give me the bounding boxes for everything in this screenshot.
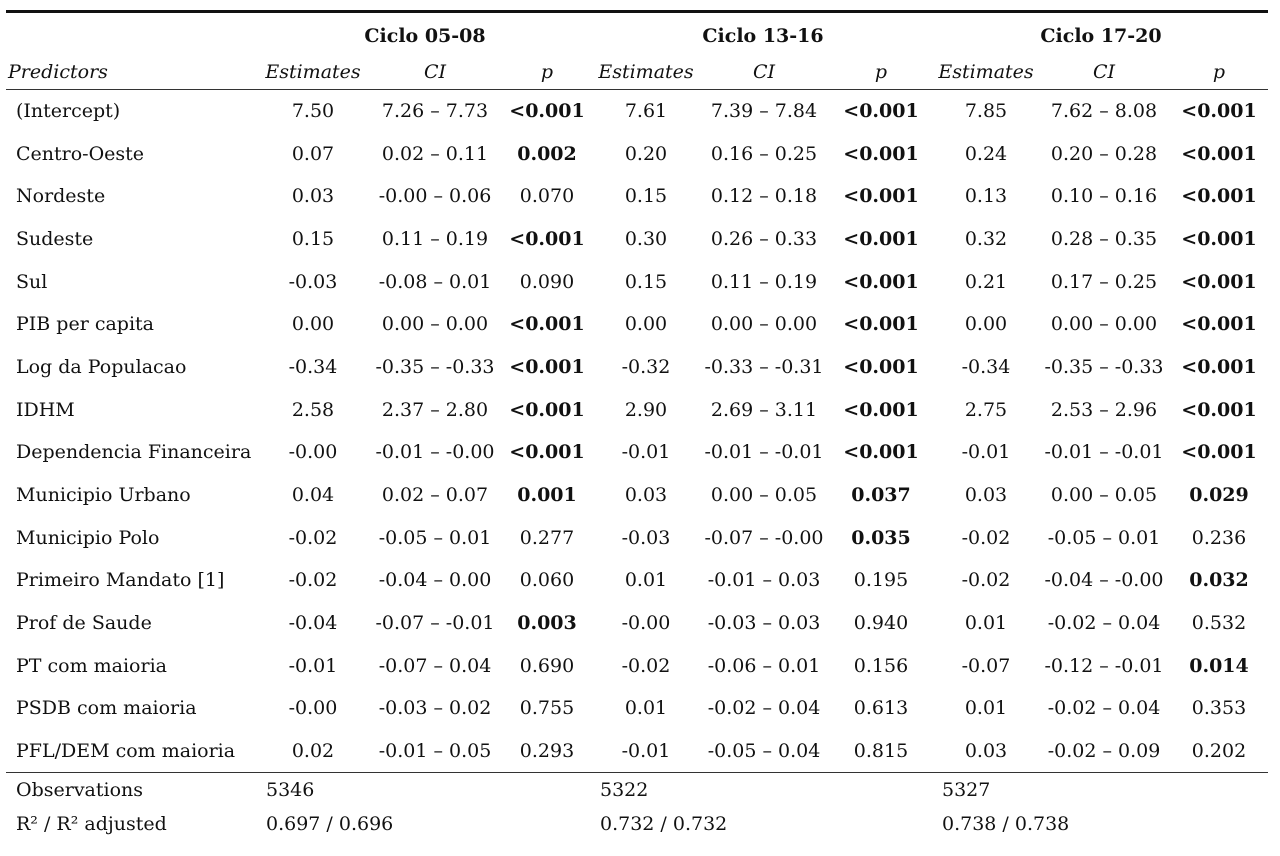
ci-cell: -0.01 – -0.00 [375, 441, 495, 464]
observations-value: 5346 [258, 773, 592, 807]
ci-cell: 0.00 – 0.05 [1050, 484, 1158, 507]
p-value-cell: 0.037 [851, 484, 911, 507]
ci-cell: 0.10 – 0.16 [1050, 185, 1158, 208]
ci-cell: 7.39 – 7.84 [710, 100, 818, 123]
p-value-cell: 0.070 [519, 185, 575, 208]
ci-header: CI [1038, 56, 1170, 90]
ci-cell: -0.04 – 0.00 [378, 569, 492, 592]
estimate-cell: -0.03 [621, 526, 671, 549]
table-row [6, 260, 1268, 303]
estimate-cell: -0.02 [961, 569, 1011, 592]
estimate-cell: 0.24 [964, 142, 1008, 165]
predictor-name: Prof de Saude [16, 612, 152, 635]
ci-cell: 0.02 – 0.11 [381, 142, 489, 165]
ci-cell: -0.00 – 0.06 [378, 185, 492, 208]
table-row [6, 388, 1268, 431]
predictor-name: Primeiro Mandato [1] [16, 569, 225, 592]
ci-cell: 2.53 – 2.96 [1050, 398, 1158, 421]
estimates-header: Estimates [934, 56, 1038, 90]
p-value-cell: 0.003 [517, 612, 577, 635]
ci-cell: -0.05 – 0.04 [707, 739, 821, 762]
predictor-name: Sudeste [16, 227, 94, 250]
estimate-cell: 2.58 [291, 398, 335, 421]
ci-cell: -0.05 – 0.01 [1047, 526, 1161, 549]
p-value-cell: 0.940 [853, 612, 909, 635]
estimate-cell: 7.50 [291, 100, 335, 123]
p-value-cell: <0.001 [509, 227, 585, 250]
ci-cell: -0.04 – -0.00 [1044, 569, 1164, 592]
estimate-cell: 2.90 [624, 398, 668, 421]
ci-cell: 0.26 – 0.33 [710, 227, 818, 250]
estimate-cell: 0.03 [291, 185, 335, 208]
estimate-cell: 0.01 [624, 569, 668, 592]
estimate-cell: 0.01 [964, 697, 1008, 720]
ci-cell: -0.03 – 0.02 [378, 697, 492, 720]
table-row [6, 687, 1268, 730]
estimates-header: Estimates [592, 56, 700, 90]
group-header-ciclo-05-08: Ciclo 05-08 [258, 12, 592, 56]
ci-cell: -0.05 – 0.01 [378, 526, 492, 549]
p-header: p [1170, 56, 1268, 90]
ci-cell: 0.28 – 0.35 [1050, 227, 1158, 250]
ci-cell: -0.01 – 0.05 [378, 739, 492, 762]
p-value-cell: 0.156 [853, 654, 909, 677]
p-value-cell: 0.090 [519, 270, 575, 293]
estimate-cell: -0.01 [288, 654, 338, 677]
ci-cell: 0.00 – 0.05 [710, 484, 818, 507]
p-value-cell: <0.001 [1181, 313, 1257, 336]
predictor-name: PSDB com maioria [16, 697, 197, 720]
p-value-cell: 0.195 [853, 569, 909, 592]
estimate-cell: -0.03 [288, 270, 338, 293]
p-value-cell: 0.690 [519, 654, 575, 677]
ci-cell: 0.17 – 0.25 [1050, 270, 1158, 293]
p-value-cell: <0.001 [843, 142, 919, 165]
estimate-cell: 0.32 [964, 227, 1008, 250]
estimate-cell: -0.00 [621, 612, 671, 635]
table-row [6, 303, 1268, 346]
table-row [6, 90, 1268, 133]
estimate-cell: -0.01 [961, 441, 1011, 464]
ci-cell: 2.69 – 3.11 [710, 398, 818, 421]
table-row [6, 559, 1268, 602]
p-value-cell: 0.002 [517, 142, 577, 165]
estimate-cell: 0.15 [624, 185, 668, 208]
p-value-cell: <0.001 [1181, 100, 1257, 123]
r2-label: R² / R² adjusted [16, 812, 167, 835]
estimate-cell: 0.20 [624, 142, 668, 165]
p-value-cell: <0.001 [509, 398, 585, 421]
group-header-ciclo-13-16: Ciclo 13-16 [592, 12, 934, 56]
p-value-cell: <0.001 [1181, 142, 1257, 165]
predictors-header: Predictors [6, 56, 258, 90]
p-value-cell: 0.293 [519, 739, 575, 762]
p-value-cell: 0.032 [1189, 569, 1249, 592]
ci-cell: -0.12 – -0.01 [1044, 654, 1164, 677]
r2-value: 0.732 / 0.732 [600, 812, 728, 835]
ci-cell: 0.00 – 0.00 [381, 313, 489, 336]
p-value-cell: <0.001 [843, 100, 919, 123]
p-value-cell: 0.001 [517, 484, 577, 507]
estimate-cell: -0.01 [621, 739, 671, 762]
table-row [6, 132, 1268, 175]
ci-cell: 0.00 – 0.00 [710, 313, 818, 336]
p-value-cell: <0.001 [843, 227, 919, 250]
p-value-cell: <0.001 [1181, 227, 1257, 250]
empty-header-cell [6, 12, 258, 56]
regression-table [6, 10, 1268, 841]
estimate-cell: -0.04 [288, 612, 338, 635]
predictor-name: (Intercept) [16, 100, 121, 123]
estimates-header: Estimates [258, 56, 368, 90]
r2-row [6, 807, 1268, 841]
estimate-cell: 0.03 [624, 484, 668, 507]
table-row [6, 602, 1268, 645]
predictor-name: IDHM [16, 398, 75, 421]
ci-cell: 0.11 – 0.19 [381, 227, 489, 250]
estimate-cell: 0.00 [624, 313, 668, 336]
ci-cell: -0.02 – 0.04 [1047, 612, 1161, 635]
ci-cell: 0.00 – 0.00 [1050, 313, 1158, 336]
estimate-cell: -0.07 [961, 654, 1011, 677]
ci-cell: -0.07 – -0.01 [375, 612, 495, 635]
p-value-cell: <0.001 [509, 355, 585, 378]
table-row [6, 516, 1268, 559]
predictor-name: Log da Populacao [16, 355, 187, 378]
ci-cell: -0.02 – 0.04 [707, 697, 821, 720]
column-header-row [6, 56, 1268, 90]
ci-cell: -0.06 – 0.01 [707, 654, 821, 677]
predictor-name: Centro-Oeste [16, 142, 145, 165]
p-value-cell: 0.613 [853, 697, 909, 720]
p-value-cell: 0.236 [1191, 526, 1247, 549]
ci-cell: -0.03 – 0.03 [707, 612, 821, 635]
p-value-cell: <0.001 [843, 270, 919, 293]
ci-cell: -0.08 – 0.01 [378, 270, 492, 293]
estimate-cell: -0.34 [288, 355, 338, 378]
p-value-cell: 0.815 [853, 739, 909, 762]
p-value-cell: <0.001 [843, 185, 919, 208]
estimate-cell: 0.15 [624, 270, 668, 293]
ci-cell: -0.01 – -0.01 [704, 441, 824, 464]
estimate-cell: 0.00 [964, 313, 1008, 336]
predictor-name: Dependencia Financeira [16, 441, 252, 464]
ci-cell: 0.02 – 0.07 [381, 484, 489, 507]
estimate-cell: 0.03 [964, 739, 1008, 762]
p-value-cell: <0.001 [1181, 398, 1257, 421]
estimate-cell: 0.21 [964, 270, 1008, 293]
table-row [6, 644, 1268, 687]
table-row [6, 218, 1268, 261]
p-value-cell: <0.001 [509, 313, 585, 336]
estimate-cell: -0.01 [621, 441, 671, 464]
table-row [6, 474, 1268, 517]
p-header: p [502, 56, 592, 90]
ci-cell: 0.11 – 0.19 [710, 270, 818, 293]
estimate-cell: -0.32 [621, 355, 671, 378]
ci-cell: -0.07 – 0.04 [378, 654, 492, 677]
ci-cell: 7.62 – 8.08 [1050, 100, 1158, 123]
group-header-ciclo-17-20: Ciclo 17-20 [934, 12, 1268, 56]
estimate-cell: 0.30 [624, 227, 668, 250]
ci-header: CI [368, 56, 502, 90]
p-value-cell: 0.060 [519, 569, 575, 592]
p-value-cell: <0.001 [509, 100, 585, 123]
estimate-cell: 0.15 [291, 227, 335, 250]
table-row [6, 730, 1268, 773]
ci-cell: -0.35 – -0.33 [1044, 355, 1164, 378]
table-row [6, 175, 1268, 218]
estimate-cell: 2.75 [964, 398, 1008, 421]
p-value-cell: <0.001 [843, 398, 919, 421]
observations-value: 5327 [934, 773, 1268, 807]
ci-cell: 7.26 – 7.73 [381, 100, 489, 123]
table-row [6, 431, 1268, 474]
estimate-cell: 7.85 [964, 100, 1008, 123]
table-row [6, 346, 1268, 389]
ci-header: CI [700, 56, 828, 90]
p-value-cell: <0.001 [843, 441, 919, 464]
group-header-row [6, 12, 1268, 56]
estimate-cell: -0.02 [288, 569, 338, 592]
observations-label: Observations [6, 773, 258, 807]
p-value-cell: 0.035 [851, 526, 911, 549]
estimate-cell: 0.01 [624, 697, 668, 720]
p-value-cell: <0.001 [843, 313, 919, 336]
predictor-name: PIB per capita [16, 313, 154, 336]
r2-value: 0.738 / 0.738 [942, 812, 1070, 835]
p-value-cell: <0.001 [1181, 441, 1257, 464]
observations-value: 5322 [592, 773, 934, 807]
p-value-cell: 0.532 [1191, 612, 1247, 635]
predictor-name: Sul [16, 270, 48, 293]
predictor-name: PFL/DEM com maioria [16, 739, 236, 762]
estimate-cell: 0.03 [964, 484, 1008, 507]
estimate-cell: -0.00 [288, 697, 338, 720]
estimate-cell: -0.02 [621, 654, 671, 677]
estimate-cell: -0.02 [288, 526, 338, 549]
r2-value: 0.697 / 0.696 [266, 812, 394, 835]
ci-cell: -0.33 – -0.31 [704, 355, 824, 378]
estimate-cell: -0.34 [961, 355, 1011, 378]
estimate-cell: 0.07 [291, 142, 335, 165]
ci-cell: -0.01 – -0.01 [1044, 441, 1164, 464]
p-value-cell: 0.353 [1191, 697, 1247, 720]
p-value-cell: 0.029 [1189, 484, 1249, 507]
ci-cell: 0.12 – 0.18 [710, 185, 818, 208]
ci-cell: -0.02 – 0.04 [1047, 697, 1161, 720]
p-value-cell: <0.001 [1181, 270, 1257, 293]
p-header: p [828, 56, 934, 90]
ci-cell: -0.35 – -0.33 [375, 355, 495, 378]
estimate-cell: 7.61 [624, 100, 668, 123]
p-value-cell: <0.001 [509, 441, 585, 464]
estimate-cell: 0.01 [964, 612, 1008, 635]
estimate-cell: 0.02 [291, 739, 335, 762]
p-value-cell: <0.001 [1181, 185, 1257, 208]
estimate-cell: -0.00 [288, 441, 338, 464]
p-value-cell: 0.277 [519, 526, 575, 549]
ci-cell: 0.20 – 0.28 [1050, 142, 1158, 165]
estimate-cell: -0.02 [961, 526, 1011, 549]
predictor-name: Nordeste [16, 185, 106, 208]
table-body [6, 90, 1268, 773]
predictor-name: Municipio Urbano [16, 484, 191, 507]
estimate-cell: 0.00 [291, 313, 335, 336]
observations-row [6, 773, 1268, 807]
p-value-cell: 0.755 [519, 697, 575, 720]
predictor-name: PT com maioria [16, 654, 167, 677]
ci-cell: 2.37 – 2.80 [381, 398, 489, 421]
p-value-cell: <0.001 [1181, 355, 1257, 378]
p-value-cell: 0.014 [1189, 654, 1249, 677]
ci-cell: -0.02 – 0.09 [1047, 739, 1161, 762]
ci-cell: -0.07 – -0.00 [704, 526, 824, 549]
p-value-cell: <0.001 [843, 355, 919, 378]
estimate-cell: 0.13 [964, 185, 1008, 208]
ci-cell: 0.16 – 0.25 [710, 142, 818, 165]
p-value-cell: 0.202 [1191, 739, 1247, 762]
estimate-cell: 0.04 [291, 484, 335, 507]
predictor-name: Municipio Polo [16, 526, 160, 549]
ci-cell: -0.01 – 0.03 [707, 569, 821, 592]
